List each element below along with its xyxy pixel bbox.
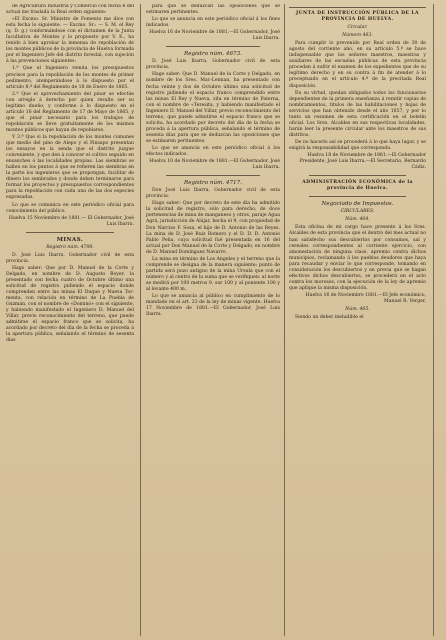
negociado-label: Negociado de Impuestos. [321,201,394,208]
paragraph: D. José Luis Ibarra, Gobernador civil de esta provincia. [146,59,280,71]
paragraph: En su virtud, quedan obligados todos los funcionarios dependientes de la primera enseñanza á remitir copias de nombramientos, títulos de las habilitaciones y hojas de servicios que han obtenido desde el año 1857, y por lo tanto un resumen de esta certificación en el boletín oficial. Los Sres. Alcaldes en sus respectivas localidades, harán leer la presente circular ante los maestros de sus distritos. [289,90,426,138]
paragraph: Hago saber: Que por D. Manuel de la Corte y Delgado, en nombre de D. Augusto Boyer, la presentado con fecha cuatro de Octubre último una solicitud de registro pidiendo el espacio donde comprenden entre las minas El Duque y Nueva Tor-menta, con relación en término de La Puebla de Guzmán, con el nombre de «Dominó» con el siguiente, y habiendo manifestado el Ingeniero D. Manuel del Villar, previo reconocimiento del terreno, que puede admitirse el espacio franco que se solicita, ha acordado por decreto del día de la fecha se proceda á la apertura pública, señalando el término de sesenta días [6,265,134,344]
paragraph: Don José Luis Ibarra, Gobernador civil de esta provincia. [146,188,280,200]
paragraph: 2.ª Que el aprovechamiento del pinar se efectúe con arreglo á derecho por quien resulte ser su legítimo dueño, y conforme á lo dispuesto en el artículo 16 del Reglamento de 17 de Mayo de 1865, y que el pinar necesario para los trabajos de repoblación se lleve gratuitamente de los mismos montes públicos que hayan de repoblarse. [6,91,134,133]
separator [166,175,260,176]
paragraph: La mina en término de Los Angeles y el terreno que la comprende se designa de la manera siguiente: punto de partida será pozo antiguo de la mina Ursula que con el número y al centro de la suma que se verifiquen: al norte se medirá por 100 metros 9, sur 100 y al poniente 100 y al levante 400 m. [146,256,280,292]
circulares-label: CIRCULARES. [340,209,375,215]
paragraph: Y 3.ª Que si la repoblación de los montes comunes que medio del pino de Alepo y el Pinsapo presentan los ensayos en la senda que el distrito juzgue conveniente, y que den á conocer el cultivo seguido en ensanches ó las localidades propias. Las siembras se hallen en los puntos á que se refieren las siembras en la parte los ingenieros que se propongan, facilitar de dinero los sembrados y donde deben terminarse para formar los proyectos y presupuestos correspondientes para la repoblación con cada una de las dos especies expresadas. [6,134,134,201]
paragraph: para que se deduzcan las oposiciones que se estimaren pertinentes. [146,4,280,16]
admin-heading: ADMINISTRACIÓN ECONÓMICA de la provincia de Huelva. [302,180,413,192]
separator [26,232,114,233]
column-rule [140,4,141,636]
registro-title: Registro núm. 4673. [184,51,242,58]
junta-heading: JUNTA DE INSTRUCCIÓN PÚBLICA DE LA PROVINCIA DE HUELVA. [296,11,419,23]
number-label: Núm. 465. [345,307,370,313]
paragraph: de Agricultura Industria y Comercio con fecha 8 del actual me traslada la Real orden siguiente: [6,4,134,16]
column-rule [433,4,434,636]
paragraph: Lo que se comunica en este periódico oficial para conocimiento del público. [6,202,134,214]
signature: Huelva 18 de Noviembre de 1881.—El Gobernador Presidente, José Luis Ibarra.—El Secretario, Bernardo Cádiz. [299,153,426,171]
signature: Huelva 16 de Noviembre 1881.—El Jefe económico, Manuel R. Verger. [305,292,426,304]
registro-title: Registro núm. 4717. [184,180,242,187]
paragraph: De no hacerlo así se procederá á lo que haya lugar, y se exigirá la responsabilidad que corresponda. [289,139,426,151]
paragraph: Esta oficina de mi cargo hace presente á los Sres. Alcaldes de esta provincia que el dentro del mes actual no han satisfecho sus descubiertos por consumos, sal y cereales correspondientes al corriente ejercicio, con amonestación de ninguna clase, apremio contra dichos municipios, reclamando á los pueblos deudores que haya para recaudar y enviar lo que corresponde, tomando en consideración los descubiertos y en previa que se hagan efectivos dichos descubiertos, se procederá en el acto contra los morosos, con la ejecución de la ley de apremio que aplique la misma disposición. [289,225,426,291]
paragraph: Siendo un deber ineludible el [295,315,364,321]
separator [166,46,260,47]
separator [289,7,426,8]
paragraph: Lo que se anuncia en este periódico oficial á los fines indicados. [146,17,280,29]
paragraph: Lo que se anuncia en este periódico oficial á los efectos indicados. [146,145,280,158]
separator [309,196,406,197]
signature: Huelva 15 Noviembre de 1881.— El Gobernador, José Luis Ibarra. [8,215,134,227]
signature: Huelva 10 de Noviembre de 1881.—El Gobernador, José Luis Ibarra. [149,159,280,171]
separator [309,175,406,176]
number-label: Núm. 464. [345,217,370,223]
paragraph: Hago saber: Que D. Manuel de la Corte y Delgado, en nombre de los Sres. Mac-Lennan, ha presentado con fecha veinte y dos de Octubre último una solicitud de registro pidiendo el espacio franco comprendido entre las minas El Rey y Nueva, sita en término de Paterna, con el nombre de «Teresita, y habiendo manifestado el Ingeniero D. Manuel del Villar, previo reconocimiento del terreno, que puede admitirse el espacio franco que se solicita, ha acordado por decreto del día de la fecha se proceda á la apertura pública, señalando el término de sesenta días para que se deduzcan las oposiciones que se estimaren pertinentes. [146,72,280,144]
signature: Huelva 16 de Noviembre de 1881.—El Gobernador, José Luis Ibarra. [149,30,280,42]
paragraph: D. José Luis Ibarra, Gobernador civil de esta provincia. [6,252,134,264]
paragraph: 1.ª Que el Ingeniero remita los presupuestos precisos para la repoblación de los montes de primer pedimento, atemperándose á lo dispuesto por el artículo 8.º del Reglamento de 18 de Enero de 1865. [6,66,134,90]
paragraph: Lo que se anuncia al público en cumplimiento de lo mandado en el art. 23 de la ley de minas vigente. Huelva 17 Noviembre de 1881.—El Gobernador, José Luis Ibarra. [146,294,280,318]
number-label: Número 463. [342,33,373,39]
paragraph: «El Excmo. Sr. Ministro de Fomento me dice con esta fecha lo siguiente. — Excmo. Sr.: — S. M. el Rey (q. D. g.) conformándose con el dictamen de la Junta facultativa de Montes y lo propuesto por V. E., ha tenido á bien aprobar la inmensa de repoblación de los montes públicos de la provincia de Huelva formada por el Ingeniero Jefe del distrito forestal, con sujeción á las prevenciones siguientes: [6,17,134,65]
column-1 [6,4,134,636]
registro-title: Registro núm. 4798. [46,244,94,250]
section-heading-minas: MINAS. [56,236,84,243]
paragraph: Para cumplir lo prevenido por Real orden de 30 de agosto del corriente año, en su artículo 5.º se hace indispensable que los señores maestros, maestras y auxiliares de las escuelas públicas de esta provincia procedan á sufrir el examen de los expedientes que de su legítimo derecho y en su contra á fin de atender á lo preceptuado en el artículo 4.º de la precitada Real disposición. [289,41,426,89]
paragraph: Hago saber: Que por decreto de este día ha admitido la solicitud de registro, sólo para derecho, de doce pertenencias de mina de manganeso y otros, paraje Agua Agrá, jurisdicción de Alájar, hecha el 9, con propiedad de Don Narciso F. Sosa, el hijo de D. Antonio de las Reyes. La mina de D. José Ruiz Romero y el D. D. D. Antonio Pablo Peña, cuya solicitud fué presentada en 16 del actual por Don Manuel de la Corte y Delgado, en nombre de D. Manuel Domínguez Navarro. [146,201,280,255]
column-rule [284,4,285,636]
column-3 [289,4,426,636]
column-2 [146,4,280,636]
circular-label: Circular. [347,25,368,31]
